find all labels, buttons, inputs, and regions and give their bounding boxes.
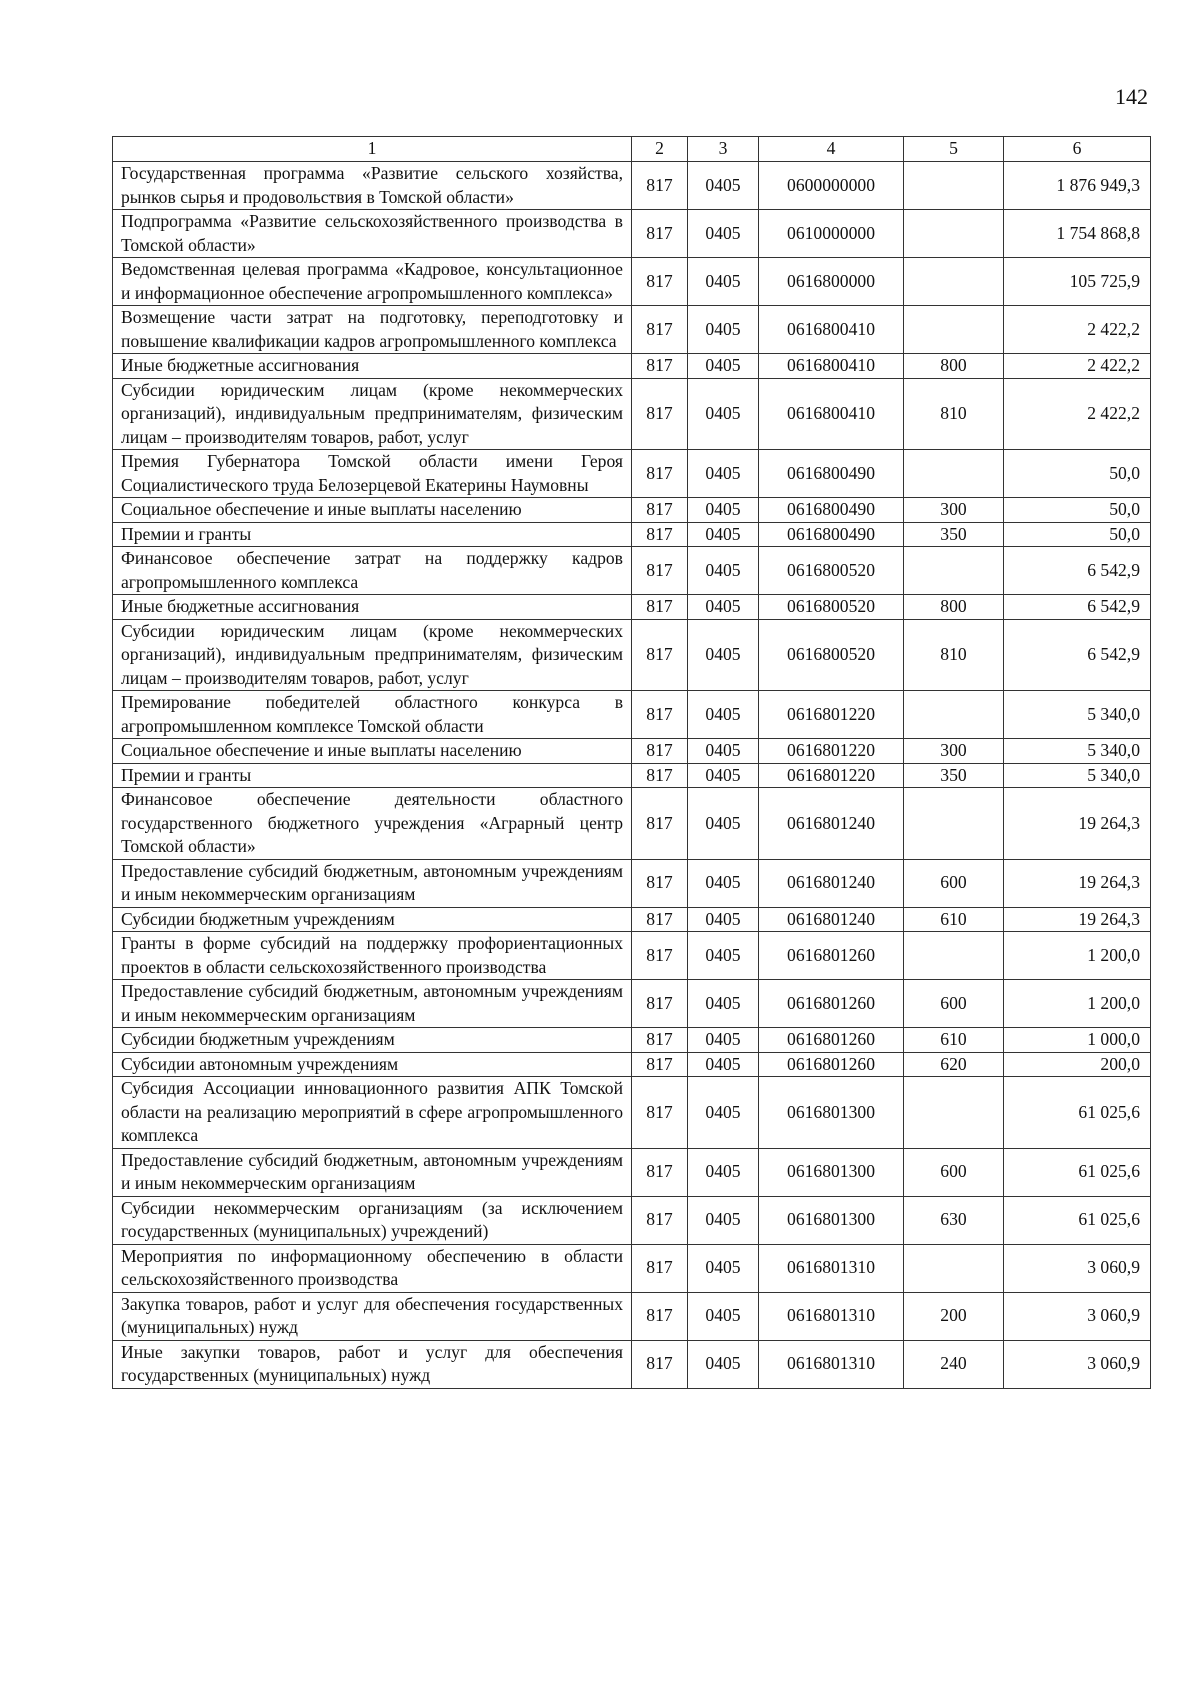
row-amount: 1 200,0 [1004, 980, 1151, 1028]
row-target-article: 0616800520 [759, 619, 904, 691]
row-section-code: 0405 [688, 547, 759, 595]
row-target-article: 0600000000 [759, 162, 904, 210]
row-ministry-code: 817 [632, 907, 688, 932]
table-row [113, 1196, 1151, 1244]
row-name: Премирование победителей областного конкурса в агропромышленном комплексе Томской области [113, 691, 632, 739]
row-ministry-code: 817 [632, 547, 688, 595]
row-ministry-code: 817 [632, 763, 688, 788]
row-section-code: 0405 [688, 763, 759, 788]
row-section-code: 0405 [688, 1244, 759, 1292]
row-expense-type: 350 [904, 522, 1004, 547]
row-amount: 3 060,9 [1004, 1244, 1151, 1292]
header-col-5: 5 [904, 137, 1004, 162]
row-amount: 1 876 949,3 [1004, 162, 1151, 210]
row-expense-type: 300 [904, 739, 1004, 764]
row-expense-type: 800 [904, 354, 1004, 379]
row-expense-type [904, 547, 1004, 595]
row-name: Финансовое обеспечение деятельности областного государственного бюджетного учреждения «Аграрный центр Томской области» [113, 788, 632, 860]
row-ministry-code: 817 [632, 1292, 688, 1340]
row-amount: 61 025,6 [1004, 1196, 1151, 1244]
row-section-code: 0405 [688, 907, 759, 932]
header-col-2: 2 [632, 137, 688, 162]
row-name: Подпрограмма «Развитие сельскохозяйственного производства в Томской области» [113, 210, 632, 258]
row-expense-type [904, 691, 1004, 739]
row-ministry-code: 817 [632, 595, 688, 620]
table-row [113, 691, 1151, 739]
row-expense-type: 600 [904, 1148, 1004, 1196]
row-expense-type: 600 [904, 859, 1004, 907]
table-row [113, 859, 1151, 907]
row-section-code: 0405 [688, 1028, 759, 1053]
row-amount: 6 542,9 [1004, 619, 1151, 691]
row-expense-type [904, 210, 1004, 258]
row-target-article: 0616801300 [759, 1196, 904, 1244]
row-amount: 50,0 [1004, 498, 1151, 523]
row-name: Субсидии бюджетным учреждениям [113, 907, 632, 932]
table-row [113, 547, 1151, 595]
row-expense-type: 600 [904, 980, 1004, 1028]
row-amount: 3 060,9 [1004, 1292, 1151, 1340]
row-name: Ведомственная целевая программа «Кадровое, консультационное и информационное обеспечение агропромышленного комплекса» [113, 258, 632, 306]
row-target-article: 0616800490 [759, 450, 904, 498]
row-target-article: 0616801300 [759, 1148, 904, 1196]
row-section-code: 0405 [688, 162, 759, 210]
table-row [113, 980, 1151, 1028]
row-amount: 2 422,2 [1004, 378, 1151, 450]
row-section-code: 0405 [688, 498, 759, 523]
row-ministry-code: 817 [632, 859, 688, 907]
header-col-3: 3 [688, 137, 759, 162]
row-section-code: 0405 [688, 378, 759, 450]
row-amount: 19 264,3 [1004, 907, 1151, 932]
row-section-code: 0405 [688, 739, 759, 764]
row-expense-type: 350 [904, 763, 1004, 788]
row-ministry-code: 817 [632, 619, 688, 691]
table-row [113, 788, 1151, 860]
header-col-4: 4 [759, 137, 904, 162]
row-expense-type: 610 [904, 907, 1004, 932]
table-row [113, 306, 1151, 354]
table-row [113, 763, 1151, 788]
row-ministry-code: 817 [632, 1077, 688, 1149]
row-section-code: 0405 [688, 306, 759, 354]
row-expense-type [904, 162, 1004, 210]
row-amount: 1 754 868,8 [1004, 210, 1151, 258]
row-section-code: 0405 [688, 1148, 759, 1196]
row-name: Предоставление субсидий бюджетным, автономным учреждениям и иным некоммерческим организациям [113, 859, 632, 907]
row-ministry-code: 817 [632, 980, 688, 1028]
table-row [113, 258, 1151, 306]
row-expense-type: 630 [904, 1196, 1004, 1244]
row-amount: 50,0 [1004, 522, 1151, 547]
row-amount: 1 000,0 [1004, 1028, 1151, 1053]
row-ministry-code: 817 [632, 739, 688, 764]
row-target-article: 0616800490 [759, 522, 904, 547]
row-ministry-code: 817 [632, 498, 688, 523]
table-row [113, 1052, 1151, 1077]
row-amount: 61 025,6 [1004, 1077, 1151, 1149]
row-amount: 5 340,0 [1004, 763, 1151, 788]
row-name: Субсидии автономным учреждениям [113, 1052, 632, 1077]
row-target-article: 0610000000 [759, 210, 904, 258]
row-target-article: 0616800410 [759, 378, 904, 450]
row-target-article: 0616800410 [759, 354, 904, 379]
table-row [113, 210, 1151, 258]
row-target-article: 0616800520 [759, 595, 904, 620]
row-ministry-code: 817 [632, 1196, 688, 1244]
row-section-code: 0405 [688, 1196, 759, 1244]
table-row [113, 1028, 1151, 1053]
row-name: Субсидии юридическим лицам (кроме некоммерческих организаций), индивидуальным предпринимателям, физическим лицам – производителям товаров, работ, услуг [113, 619, 632, 691]
table-body [113, 162, 1151, 1389]
row-target-article: 0616800000 [759, 258, 904, 306]
row-ministry-code: 817 [632, 306, 688, 354]
table-row [113, 498, 1151, 523]
table-row [113, 1340, 1151, 1388]
row-name: Премии и гранты [113, 763, 632, 788]
table-row [113, 162, 1151, 210]
row-target-article: 0616801300 [759, 1077, 904, 1149]
row-expense-type [904, 306, 1004, 354]
row-target-article: 0616801220 [759, 763, 904, 788]
table-row [113, 522, 1151, 547]
row-expense-type: 240 [904, 1340, 1004, 1388]
budget-table [112, 136, 1151, 1389]
row-name: Финансовое обеспечение затрат на поддержку кадров агропромышленного комплекса [113, 547, 632, 595]
row-ministry-code: 817 [632, 450, 688, 498]
row-ministry-code: 817 [632, 210, 688, 258]
row-ministry-code: 817 [632, 1028, 688, 1053]
row-name: Социальное обеспечение и иные выплаты населению [113, 739, 632, 764]
row-name: Премии и гранты [113, 522, 632, 547]
table-row [113, 1292, 1151, 1340]
row-target-article: 0616801310 [759, 1340, 904, 1388]
table-row [113, 595, 1151, 620]
row-amount: 3 060,9 [1004, 1340, 1151, 1388]
row-ministry-code: 817 [632, 1340, 688, 1388]
table-header [113, 137, 1151, 162]
row-ministry-code: 817 [632, 1052, 688, 1077]
row-target-article: 0616801260 [759, 1028, 904, 1053]
row-section-code: 0405 [688, 595, 759, 620]
row-expense-type: 800 [904, 595, 1004, 620]
row-ministry-code: 817 [632, 932, 688, 980]
row-amount: 6 542,9 [1004, 547, 1151, 595]
row-amount: 105 725,9 [1004, 258, 1151, 306]
header-col-6: 6 [1004, 137, 1151, 162]
row-expense-type [904, 450, 1004, 498]
row-name: Социальное обеспечение и иные выплаты населению [113, 498, 632, 523]
row-target-article: 0616801240 [759, 859, 904, 907]
row-name: Премия Губернатора Томской области имени Героя Социалистического труда Белозерцевой Екатерины Наумовны [113, 450, 632, 498]
row-target-article: 0616801240 [759, 907, 904, 932]
row-section-code: 0405 [688, 450, 759, 498]
row-section-code: 0405 [688, 859, 759, 907]
row-amount: 61 025,6 [1004, 1148, 1151, 1196]
row-target-article: 0616801240 [759, 788, 904, 860]
row-expense-type [904, 1244, 1004, 1292]
row-target-article: 0616801260 [759, 932, 904, 980]
row-amount: 1 200,0 [1004, 932, 1151, 980]
row-section-code: 0405 [688, 932, 759, 980]
row-section-code: 0405 [688, 691, 759, 739]
row-name: Мероприятия по информационному обеспечению в области сельскохозяйственного производства [113, 1244, 632, 1292]
row-section-code: 0405 [688, 1292, 759, 1340]
row-amount: 5 340,0 [1004, 691, 1151, 739]
row-target-article: 0616801310 [759, 1244, 904, 1292]
table-row [113, 907, 1151, 932]
table-row [113, 739, 1151, 764]
row-amount: 2 422,2 [1004, 354, 1151, 379]
table-row [113, 378, 1151, 450]
row-target-article: 0616800490 [759, 498, 904, 523]
table-row [113, 450, 1151, 498]
row-target-article: 0616801220 [759, 691, 904, 739]
page-number: 142 [1115, 84, 1148, 109]
header-row [113, 137, 1151, 162]
row-section-code: 0405 [688, 788, 759, 860]
table-row [113, 1244, 1151, 1292]
row-name: Иные бюджетные ассигнования [113, 595, 632, 620]
row-amount: 6 542,9 [1004, 595, 1151, 620]
header-col-1: 1 [113, 137, 632, 162]
row-ministry-code: 817 [632, 378, 688, 450]
row-target-article: 0616801220 [759, 739, 904, 764]
row-expense-type [904, 932, 1004, 980]
row-ministry-code: 817 [632, 788, 688, 860]
row-ministry-code: 817 [632, 258, 688, 306]
row-amount: 5 340,0 [1004, 739, 1151, 764]
row-target-article: 0616801260 [759, 980, 904, 1028]
row-amount: 50,0 [1004, 450, 1151, 498]
row-name: Предоставление субсидий бюджетным, автономным учреждениям и иным некоммерческим организациям [113, 1148, 632, 1196]
row-amount: 200,0 [1004, 1052, 1151, 1077]
row-expense-type: 810 [904, 378, 1004, 450]
row-name: Гранты в форме субсидий на поддержку профориентационных проектов в области сельскохозяйственного производства [113, 932, 632, 980]
row-name: Предоставление субсидий бюджетным, автономным учреждениям и иным некоммерческим организациям [113, 980, 632, 1028]
row-name: Иные бюджетные ассигнования [113, 354, 632, 379]
row-section-code: 0405 [688, 619, 759, 691]
row-name: Субсидии некоммерческим организациям (за исключением государственных (муниципальных) учреждений) [113, 1196, 632, 1244]
row-target-article: 0616801310 [759, 1292, 904, 1340]
row-amount: 2 422,2 [1004, 306, 1151, 354]
row-section-code: 0405 [688, 1052, 759, 1077]
row-section-code: 0405 [688, 210, 759, 258]
table-row [113, 1077, 1151, 1149]
row-ministry-code: 817 [632, 691, 688, 739]
row-name: Субсидии бюджетным учреждениям [113, 1028, 632, 1053]
row-ministry-code: 817 [632, 354, 688, 379]
row-section-code: 0405 [688, 980, 759, 1028]
row-ministry-code: 817 [632, 1244, 688, 1292]
row-expense-type [904, 258, 1004, 306]
row-section-code: 0405 [688, 258, 759, 306]
row-target-article: 0616800520 [759, 547, 904, 595]
row-section-code: 0405 [688, 522, 759, 547]
table-row [113, 354, 1151, 379]
row-name: Субсидия Ассоциации инновационного развития АПК Томской области на реализацию мероприятий в сфере агропромышленного комплекса [113, 1077, 632, 1149]
row-expense-type: 200 [904, 1292, 1004, 1340]
row-ministry-code: 817 [632, 162, 688, 210]
row-ministry-code: 817 [632, 1148, 688, 1196]
row-expense-type: 300 [904, 498, 1004, 523]
row-expense-type: 810 [904, 619, 1004, 691]
row-name: Иные закупки товаров, работ и услуг для обеспечения государственных (муниципальных) нужд [113, 1340, 632, 1388]
row-target-article: 0616801260 [759, 1052, 904, 1077]
row-name: Государственная программа «Развитие сельского хозяйства, рынков сырья и продовольствия в Томской области» [113, 162, 632, 210]
row-target-article: 0616800410 [759, 306, 904, 354]
row-expense-type: 620 [904, 1052, 1004, 1077]
row-ministry-code: 817 [632, 522, 688, 547]
row-section-code: 0405 [688, 354, 759, 379]
row-expense-type: 610 [904, 1028, 1004, 1053]
row-amount: 19 264,3 [1004, 859, 1151, 907]
table-row [113, 932, 1151, 980]
table-row [113, 619, 1151, 691]
row-amount: 19 264,3 [1004, 788, 1151, 860]
row-name: Возмещение части затрат на подготовку, переподготовку и повышение квалификации кадров агропромышленного комплекса [113, 306, 632, 354]
row-section-code: 0405 [688, 1340, 759, 1388]
row-name: Закупка товаров, работ и услуг для обеспечения государственных (муниципальных) нужд [113, 1292, 632, 1340]
table-row [113, 1148, 1151, 1196]
row-expense-type [904, 788, 1004, 860]
row-expense-type [904, 1077, 1004, 1149]
row-name: Субсидии юридическим лицам (кроме некоммерческих организаций), индивидуальным предпринимателям, физическим лицам – производителям товаров, работ, услуг [113, 378, 632, 450]
row-section-code: 0405 [688, 1077, 759, 1149]
